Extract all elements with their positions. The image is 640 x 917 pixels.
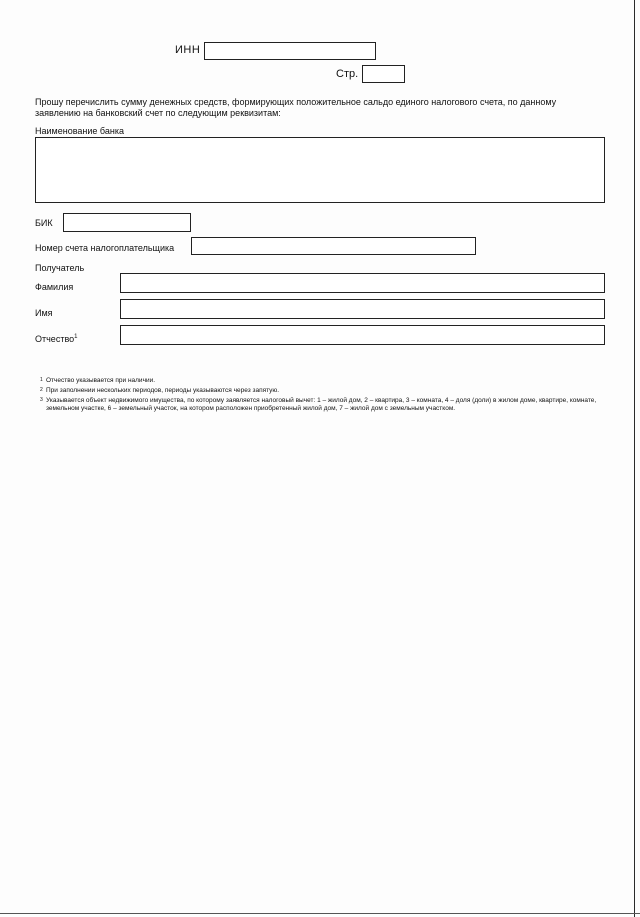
footnote-item bbox=[40, 397, 605, 413]
account-number-label: Номер счета налогоплательщика bbox=[35, 243, 175, 253]
page-number-label: Стр. bbox=[336, 68, 359, 80]
patronymic-label bbox=[35, 334, 77, 345]
first-name-field[interactable] bbox=[120, 299, 605, 319]
footnote-number: 2 bbox=[40, 387, 43, 393]
inn-label: ИНН bbox=[175, 44, 201, 56]
first-name-label: Имя bbox=[35, 308, 53, 318]
bank-name-label: Наименование банка bbox=[35, 126, 124, 136]
patronymic-label-text: Отчество bbox=[35, 334, 75, 344]
scan-edge-bottom bbox=[0, 913, 640, 914]
bik-field[interactable] bbox=[63, 213, 191, 232]
footnote-text: Указывается объект недвижимого имущества, по которому заявляется налоговый вычет: 1 – жилой дом, 2 – квартира, 3 – комната, 4 – доля (доли) в жилом доме, квартире, комнате, земельном участке, 6 – земельный участок, на котором расположен приобретенный жилой дом, 7 – жилой дом с земельным участком. bbox=[46, 397, 597, 412]
surname-label: Фамилия bbox=[35, 282, 74, 292]
account-number-field[interactable] bbox=[191, 237, 476, 255]
footnotes bbox=[40, 377, 605, 415]
intro-text: Прошу перечислить сумму денежных средств, формирующих положительное сальдо единого налогового счета, по данному заявлению на банковский счет по следующим реквизитам: bbox=[35, 97, 557, 118]
footnote-ref: 1 bbox=[74, 334, 78, 340]
scan-edge-right bbox=[634, 0, 635, 917]
footnote-text: Отчество указывается при наличии. bbox=[46, 377, 156, 384]
inn-field[interactable] bbox=[204, 42, 376, 60]
patronymic-field[interactable] bbox=[120, 325, 605, 345]
footnote-text: При заполнении нескольких периодов, периоды указываются через запятую. bbox=[46, 387, 280, 394]
page-number-field[interactable] bbox=[362, 65, 405, 83]
footnote-item bbox=[40, 377, 605, 385]
footnote-number: 3 bbox=[40, 397, 43, 403]
footnote-number: 1 bbox=[40, 377, 43, 383]
footnote-item bbox=[40, 387, 605, 395]
bank-name-field[interactable] bbox=[35, 137, 605, 203]
recipient-label: Получатель bbox=[35, 263, 85, 273]
bik-label: БИК bbox=[35, 218, 53, 228]
surname-field[interactable] bbox=[120, 273, 605, 293]
